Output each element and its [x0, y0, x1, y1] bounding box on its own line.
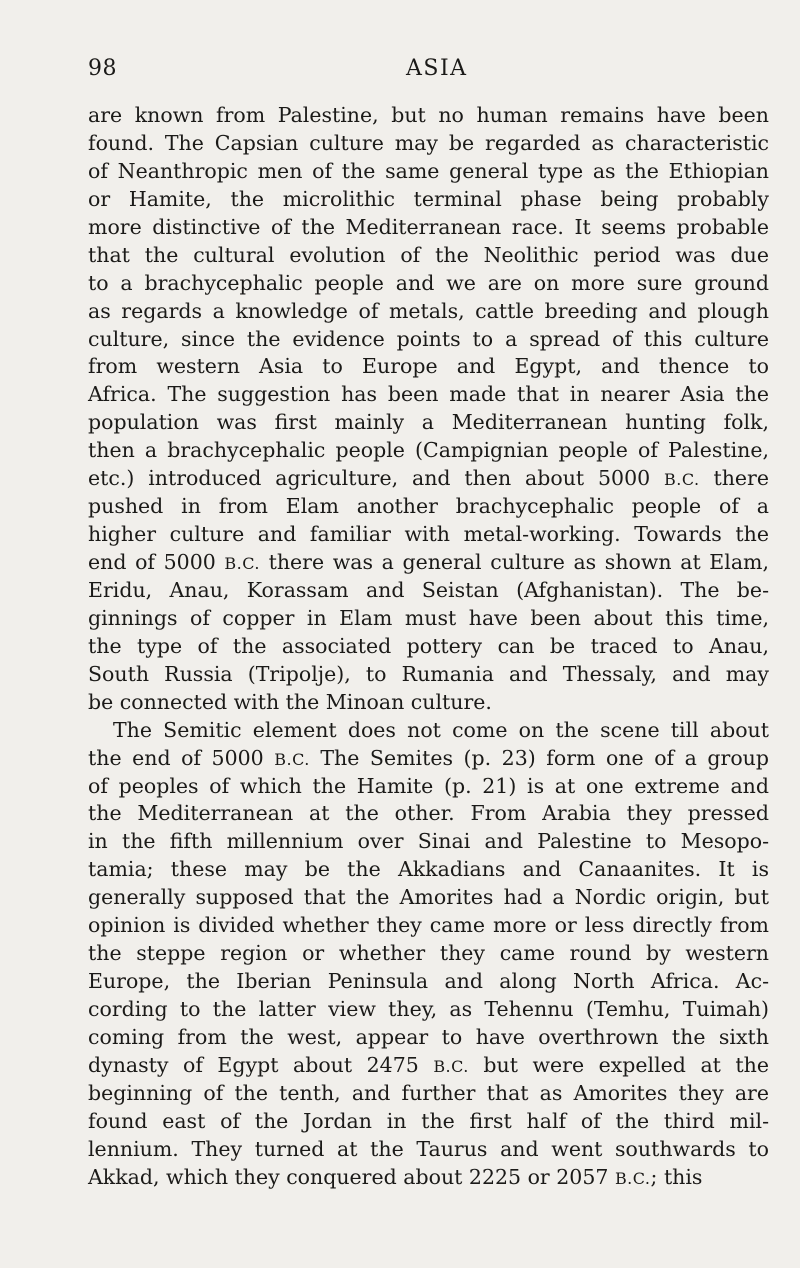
text-line: be connected with the Minoan culture.: [88, 689, 492, 714]
paragraph: [88, 102, 769, 717]
text-line: coming from the west, appear to have overthrown the sixth: [88, 1024, 769, 1049]
text-line: Europe, the Iberian Peninsula and along North Africa. Ac-: [88, 969, 769, 994]
text-line: the steppe region or whether they came round by western: [88, 941, 769, 966]
text-line: opinion is divided whether they came more or less directly from: [88, 913, 769, 938]
page-header: [88, 56, 748, 86]
text-line: found east of the Jordan in the first half of the third mil-: [88, 1108, 769, 1133]
text-line: South Russia (Tripolje), to Rumania and Thessaly, and may: [88, 661, 769, 686]
text-line: then a brachycephalic people (Campignian people of Palestine,: [88, 438, 769, 463]
text-line: end of 5000 B.C. there was a general culture as shown at Elam,: [88, 550, 769, 574]
text-line: Akkad, which they conquered about 2225 or 2057 B.C.; this: [88, 1164, 703, 1189]
running-head: ASIA: [406, 56, 468, 81]
text-line: of Neanthropic men of the same general type as the Ethiopian: [88, 158, 769, 183]
text-line: more distinctive of the Mediterranean race. It seems probable: [88, 214, 769, 239]
text-line: culture, since the evidence points to a spread of this culture: [88, 326, 769, 351]
text-line: Eridu, Anau, Korassam and Seistan (Afghanistan). The be-: [88, 577, 769, 602]
paragraph: [88, 717, 769, 1192]
text-line: the Mediterranean at the other. From Arabia they pressed: [88, 801, 769, 826]
text-line: beginning of the tenth, and further that as Amorites they are: [88, 1080, 769, 1105]
text-line: cording to the latter view they, as Tehennu (Temhu, Tuimah): [88, 997, 769, 1021]
text-line: to a brachycephalic people and we are on more sure ground: [88, 270, 769, 295]
text-line: as regards a knowledge of metals, cattle breeding and plough: [88, 298, 769, 323]
body-text: [88, 102, 769, 1192]
text-line: lennium. They turned at the Taurus and went southwards to: [88, 1136, 769, 1161]
text-line: generally supposed that the Amorites had a Nordic origin, but: [88, 885, 769, 910]
text-line: The Semitic element does not come on the scene till about: [113, 717, 769, 742]
text-line: from western Asia to Europe and Egypt, and thence to: [88, 354, 769, 379]
text-line: etc.) introduced agriculture, and then about 5000 B.C. there: [88, 466, 769, 491]
text-line: are known from Palestine, but no human remains have been: [88, 103, 769, 127]
text-line: pushed in from Elam another brachycephalic people of a: [88, 494, 769, 519]
text-line: that the cultural evolution of the Neolithic period was due: [88, 242, 769, 267]
text-line: in the fifth millennium over Sinai and Palestine to Mesopo-: [88, 829, 769, 854]
text-line: of peoples of which the Hamite (p. 21) is at one extreme and: [88, 773, 769, 798]
text-line: tamia; these may be the Akkadians and Canaanites. It is: [88, 857, 769, 882]
text-line: Africa. The suggestion has been made that in nearer Asia the: [88, 382, 769, 407]
text-line: ginnings of copper in Elam must have been about this time,: [88, 605, 769, 630]
text-line: population was first mainly a Mediterranean hunting folk,: [88, 410, 769, 435]
page-number: 98: [88, 56, 117, 81]
text-line: higher culture and familiar with metal-working. Towards the: [88, 522, 769, 547]
text-line: or Hamite, the microlithic terminal phase being probably: [88, 186, 769, 211]
text-line: the end of 5000 B.C. The Semites (p. 23) form one of a group: [88, 745, 769, 770]
text-line: the type of the associated pottery can be traced to Anau,: [88, 633, 769, 658]
text-line: found. The Capsian culture may be regarded as characteristic: [88, 130, 769, 155]
text-line: dynasty of Egypt about 2475 B.C. but were expelled at the: [88, 1052, 769, 1077]
